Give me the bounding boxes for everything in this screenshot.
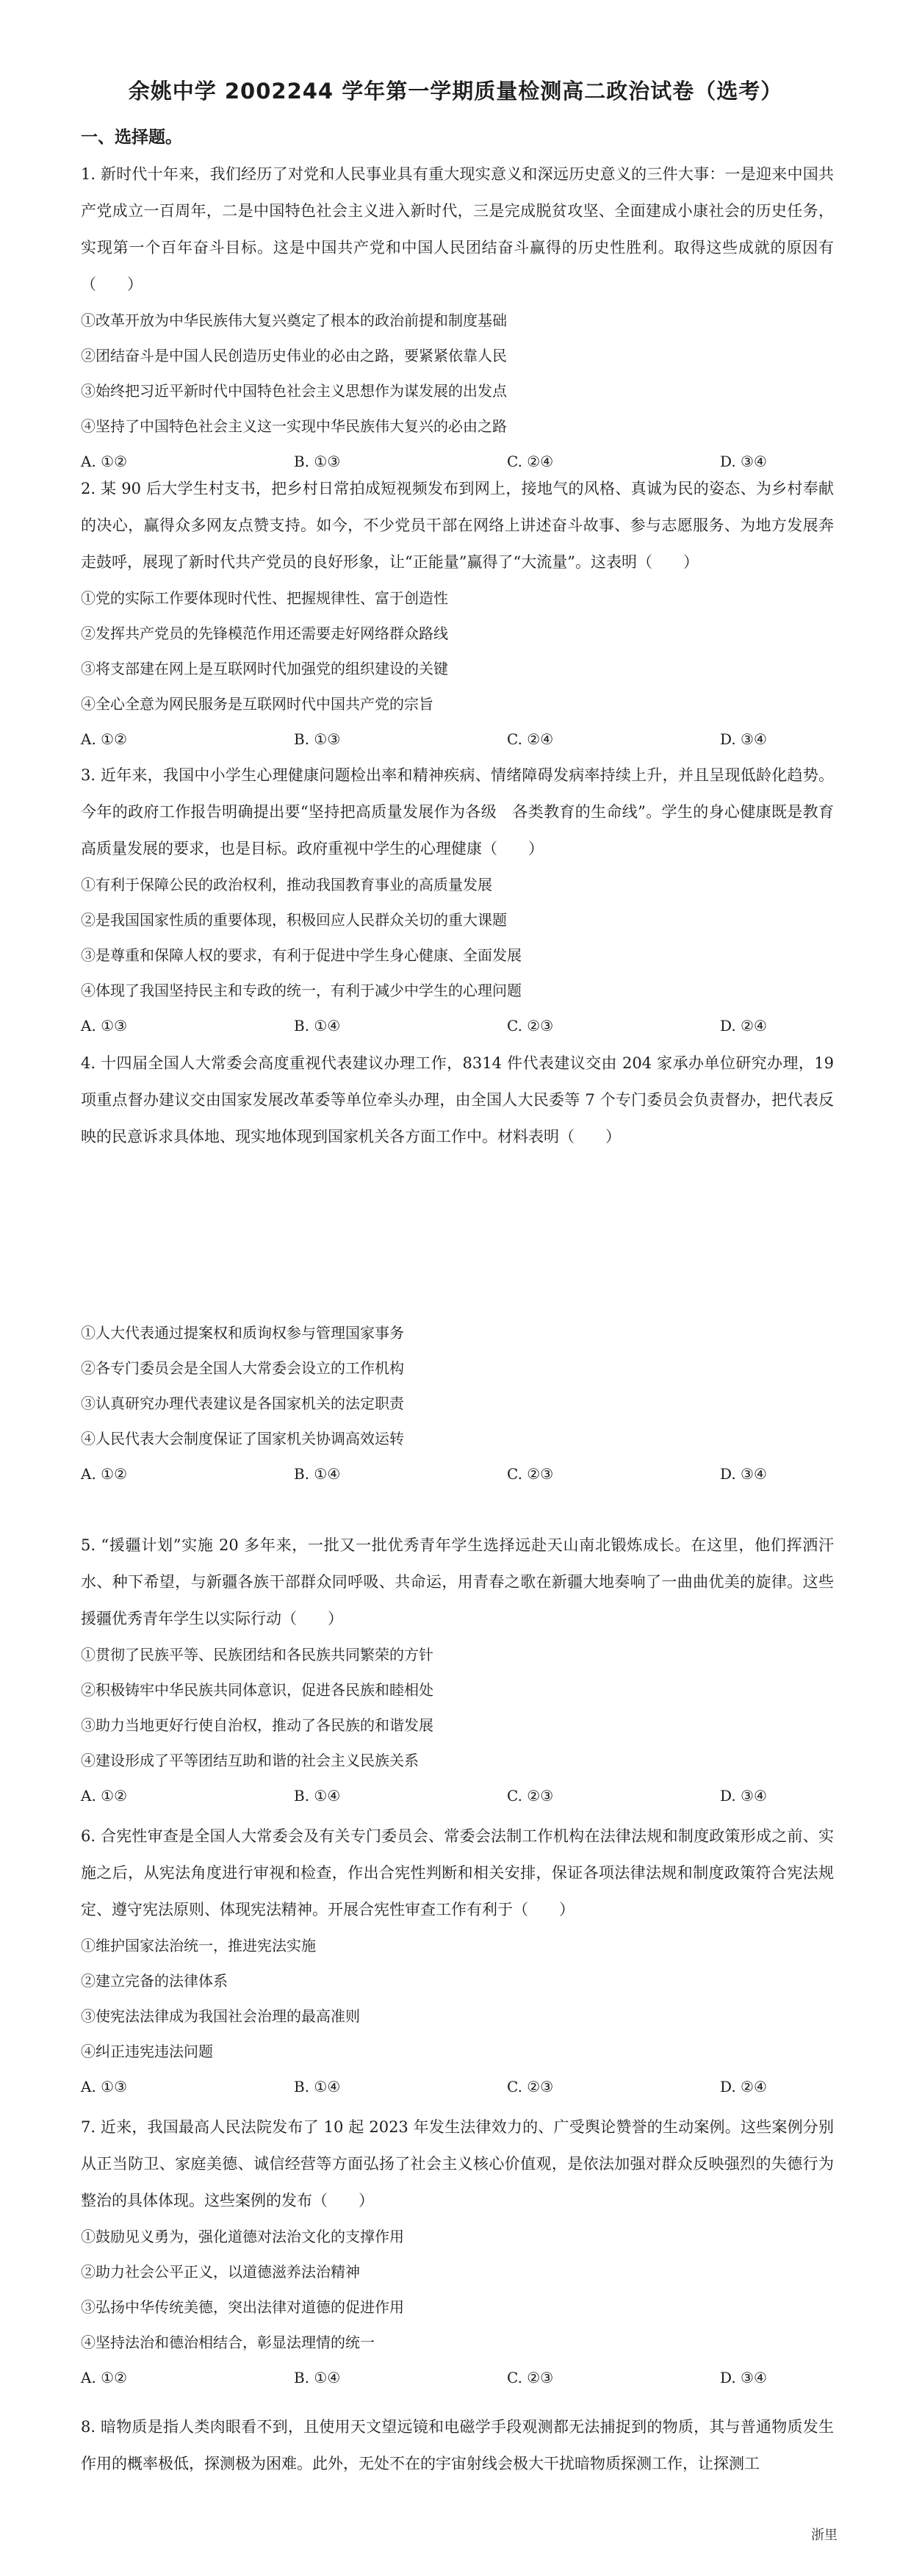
question-stem: 7. 近来，我国最高人民法院发布了 10 起 2023 年发生法律效力的、广受舆论赞誉的生动案例。这些案例分别从正当防卫、家庭美德、诚信经营等方面弘扬了社会主义核心价值观，是依法加强对群众反映强烈的失德行为整治的具体体现。这些案例的发布（ ） xyxy=(81,2118,834,2209)
statement-option: ④全心全意为网民服务是互联网时代中国共产党的宗旨 xyxy=(81,695,433,713)
choice-c: C. ②③ xyxy=(507,1787,554,1805)
choice-a: A. ①③ xyxy=(81,1017,128,1035)
statement-option: ②发挥共产党员的先锋模范作用还需要走好网络群众路线 xyxy=(81,625,448,642)
answer-choices xyxy=(81,1008,834,1043)
question-2 xyxy=(81,470,834,757)
statement-option: ③是尊重和保障人权的要求，有利于促进中学生身心健康、全面发展 xyxy=(81,946,522,964)
answer-choices xyxy=(81,2069,834,2104)
choice-a: A. ①② xyxy=(81,453,128,470)
choice-d: D. ③④ xyxy=(720,1787,767,1805)
choice-b: B. ①③ xyxy=(294,453,341,470)
question-4 xyxy=(81,1045,834,1492)
statement-option: ④体现了我国坚持民主和专政的统一，有利于减少中学生的心理问题 xyxy=(81,982,522,999)
question-7 xyxy=(81,2109,834,2395)
statement-option: ②各专门委员会是全国人大常委会设立的工作机构 xyxy=(81,1359,404,1377)
choice-c: C. ②③ xyxy=(507,2369,554,2386)
question-1 xyxy=(81,156,834,479)
question-5 xyxy=(81,1527,834,1813)
choice-c: C. ②③ xyxy=(507,2078,554,2095)
choice-a: A. ①② xyxy=(81,1787,128,1805)
statement-option: ③认真研究办理代表建议是各国家机关的法定职责 xyxy=(81,1395,404,1412)
choice-c: C. ②③ xyxy=(507,1017,554,1035)
question-stem: 6. 合宪性审查是全国人大常委会及有关专门委员会、常委会法制工作机构在法律法规和制度政策形成之前、实施之后，从宪法角度进行审视和检查，作出合宪性判断和相关安排，保证各项法律法规和制度政策符合宪法规定、遵守宪法原则、体现宪法精神。开展合宪性审查工作有利于（ ） xyxy=(81,1827,834,1918)
choice-b: B. ①④ xyxy=(294,2078,341,2095)
choice-a: A. ①② xyxy=(81,1465,128,1483)
question-stem: 8. 暗物质是指人类肉眼看不到，且使用天文望远镜和电磁学手段观测都无法捕捉到的物质，其与普通物质发生作用的概率极低，探测极为困难。此外，无处不在的宇宙射线会极大干扰暗物质探测工作，让探测工 xyxy=(81,2418,834,2472)
question-stem: 3. 近年来，我国中小学生心理健康问题检出率和精神疾病、情绪障碍发病率持续上升，并且呈现低龄化趋势。今年的政府工作报告明确提出要“坚持把高质量发展作为各级 各类教育的生命线”。学生的身心健康既是教育高质量发展的要求，也是目标。政府重视中学生的心理健康（ ） xyxy=(81,766,834,857)
blank-space xyxy=(81,1155,834,1315)
question-8 xyxy=(81,2408,834,2482)
section-heading: 一、选择题。 xyxy=(81,128,182,147)
statement-option: ④坚持法治和德治相结合，彰显法理情的统一 xyxy=(81,2334,375,2351)
statement-option: ②团结奋斗是中国人民创造历史伟业的必由之路，要紧紧依靠人民 xyxy=(81,347,507,364)
choice-c: C. ②④ xyxy=(507,730,554,748)
page-title: 余姚中学 2002244 学年第一学期质量检测高二政治试卷（选考） xyxy=(128,79,783,104)
choice-b: B. ①③ xyxy=(294,730,341,748)
choice-d: D. ②④ xyxy=(720,1017,767,1035)
question-stem: 4. 十四届全国人大常委会高度重视代表建议办理工作，8314 件代表建议交由 204 家承办单位研究办理，19 项重点督办建议交由国家发展改革委等单位牵头办理，由全国人大民委等 7 个专门委员会负责督办，把代表反映的民意诉求具体地、现实地体现到国家机关各方面工作中。材料表明（ ） xyxy=(81,1054,834,1145)
choice-d: D. ③④ xyxy=(720,2369,767,2386)
question-stem: 5. “援疆计划”实施 20 多年来，一批又一批优秀青年学生选择远赴天山南北锻炼成长。在这里，他们挥洒汗水、种下希望，与新疆各族干部群众同呼吸、共命运，用青春之歌在新疆大地奏响了一曲曲优美的旋律。这些援疆优秀青年学生以实际行动（ ） xyxy=(81,1536,834,1627)
statement-option: ③使宪法法律成为我国社会治理的最高准则 xyxy=(81,2007,360,2025)
question-6 xyxy=(81,1818,834,2104)
statement-option: ①党的实际工作要体现时代性、把握规律性、富于创造性 xyxy=(81,589,448,607)
choice-d: D. ③④ xyxy=(720,453,767,470)
choice-a: A. ①③ xyxy=(81,2078,128,2095)
statement-option: ②积极铸牢中华民族共同体意识，促进各民族和睦相处 xyxy=(81,1681,433,1699)
question-3 xyxy=(81,757,834,1043)
question-stem: 2. 某 90 后大学生村支书，把乡村日常拍成短视频发布到网上，接地气的风格、真诚为民的姿态、为乡村奉献的决心，赢得众多网友点赞支持。如今，不少党员干部在网络上讲述奋斗故事、参与志愿服务、为地方发展奔走鼓呼，展现了新时代共产党员的良好形象，让“正能量”赢得了“大流量”。这表明（ ） xyxy=(81,480,834,571)
statement-option: ①人大代表通过提案权和质询权参与管理国家事务 xyxy=(81,1324,404,1342)
choice-b: B. ①④ xyxy=(294,1465,341,1483)
statement-option: ①贯彻了民族平等、民族团结和各民族共同繁荣的方针 xyxy=(81,1646,433,1663)
statement-option: ③始终把习近平新时代中国特色社会主义思想作为谋发展的出发点 xyxy=(81,382,507,400)
statement-option: ③将支部建在网上是互联网时代加强党的组织建设的关键 xyxy=(81,660,448,677)
statement-option: ①鼓励见义勇为，强化道德对法治文化的支撑作用 xyxy=(81,2228,404,2245)
statement-option: ②助力社会公平正义，以道德滋养法治精神 xyxy=(81,2263,360,2281)
question-stem: 1. 新时代十年来，我们经历了对党和人民事业具有重大现实意义和深远历史意义的三件大事：一是迎来中国共产党成立一百周年，二是中国特色社会主义进入新时代，三是完成脱贫攻坚、全面建成小康社会的历史任务，实现第一个百年奋斗目标。这是中国共产党和中国人民团结奋斗赢得的历史性胜利。取得这些成就的原因有（ ） xyxy=(81,165,834,293)
choice-b: B. ①④ xyxy=(294,2369,341,2386)
answer-choices xyxy=(81,1456,834,1492)
choice-c: C. ②③ xyxy=(507,1465,554,1483)
answer-choices xyxy=(81,1778,834,1813)
choice-d: D. ③④ xyxy=(720,730,767,748)
choice-a: A. ①② xyxy=(81,730,128,748)
choice-b: B. ①④ xyxy=(294,1787,341,1805)
choice-d: D. ②④ xyxy=(720,2078,767,2095)
choice-d: D. ③④ xyxy=(720,1465,767,1483)
statement-option: ③助力当地更好行使自治权，推动了各民族的和谐发展 xyxy=(81,1716,433,1734)
statement-option: ③弘扬中华传统美德，突出法律对道德的促进作用 xyxy=(81,2298,404,2316)
statement-option: ①维护国家法治统一，推进宪法实施 xyxy=(81,1937,316,1954)
statement-option: ④人民代表大会制度保证了国家机关协调高效运转 xyxy=(81,1430,404,1447)
statement-option: ②建立完备的法律体系 xyxy=(81,1972,228,1990)
statement-option: ①有利于保障公民的政治权利，推动我国教育事业的高质量发展 xyxy=(81,876,492,893)
statement-option: ②是我国国家性质的重要体现，积极回应人民群众关切的重大课题 xyxy=(81,911,507,929)
choice-a: A. ①② xyxy=(81,2369,128,2386)
statement-option: ①改革开放为中华民族伟大复兴奠定了根本的政治前提和制度基础 xyxy=(81,312,507,329)
statement-option: ④纠正违宪违法问题 xyxy=(81,2043,213,2060)
statement-option: ④坚持了中国特色社会主义这一实现中华民族伟大复兴的必由之路 xyxy=(81,417,507,435)
choice-b: B. ①④ xyxy=(294,1017,341,1035)
statement-option: ④建设形成了平等团结互助和谐的社会主义民族关系 xyxy=(81,1752,419,1769)
answer-choices xyxy=(81,722,834,757)
page-footer: 浙里 xyxy=(811,2528,838,2543)
answer-choices xyxy=(81,2360,834,2395)
choice-c: C. ②④ xyxy=(507,453,554,470)
